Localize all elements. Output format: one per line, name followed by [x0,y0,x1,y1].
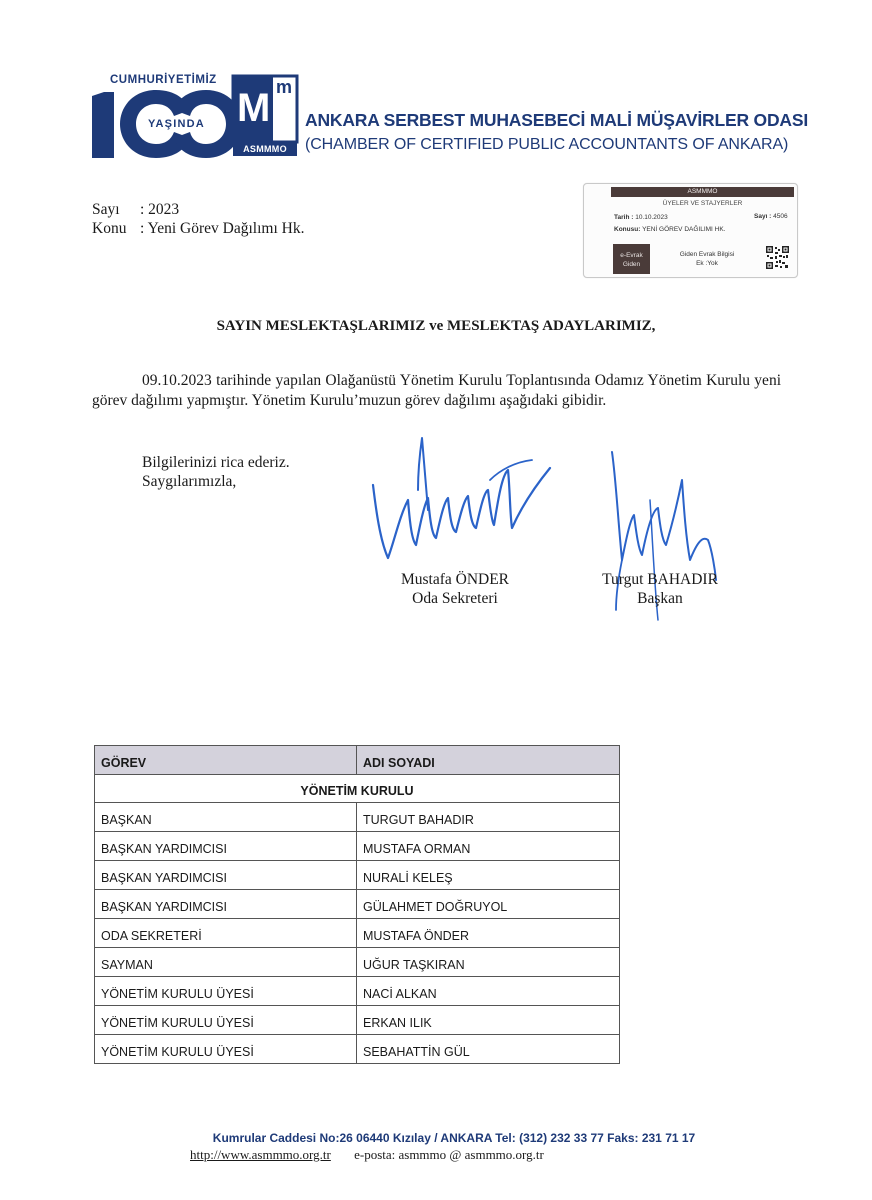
logo-mark-sup: m [276,77,293,97]
footer-address: Kumrular Caddesi No:26 06440 Kızılay / ANKARA Tel: (312) 232 33 77 Faks: 231 71 17 [212,1131,696,1145]
table-row [95,1035,620,1064]
stamp-date-label: Tarih : [614,214,634,221]
logo-badge: ASMMMO [233,143,297,156]
name-cell: GÜLAHMET DOĞRUYOL [357,890,620,919]
stamp-info-line1: Giden Evrak Bilgisi [679,251,735,258]
closing-line-1: Bilgilerinizi rica ederiz. [142,454,290,471]
stamp-subject-label: Konusu: [614,226,641,233]
sayi-line [92,201,179,219]
logo-mark: M [237,86,271,130]
sayi-value: : 2023 [140,201,180,218]
konu-label: Konu [92,220,127,237]
stamp-department: ÜYELER VE STAJYERLER [662,200,743,207]
closing-line-2: Saygılarımızla, [142,473,237,490]
name-cell: TURGUT BAHADIR [357,803,620,832]
table-header-row [95,746,620,775]
table-row [95,890,620,919]
stamp-number-label: Sayı : [754,213,772,220]
qr-code-icon [766,246,789,269]
stamp-e-evrak-box [613,244,650,274]
name-cell: MUSTAFA ORMAN [357,832,620,861]
name-cell: ERKAN ILIK [357,1006,620,1035]
konu-line [92,220,304,238]
stamp-info-line2: Ek :Yok [696,260,718,267]
section-title: YÖNETİM KURULU [95,775,620,803]
e-document-stamp [583,183,798,278]
column-header-name: ADI SOYADI [357,746,620,775]
duty-cell: BAŞKAN YARDIMCISI [95,832,357,861]
footer-contact [190,1147,544,1163]
signer-secretary [385,570,525,608]
stamp-box-line2: Giden [622,261,641,268]
table-row [95,861,620,890]
duty-distribution-table [94,745,620,1064]
signer-title: Başkan [637,590,683,607]
org-name-en: (CHAMBER OF CERTIFIED PUBLIC ACCOUNTANTS OF ANKARA) [305,136,789,153]
table-row [95,948,620,977]
signer-president [585,570,735,608]
name-cell: SEBAHATTİN GÜL [357,1035,620,1064]
stamp-date-row [614,214,668,221]
table-row [95,803,620,832]
email-text: e-posta: asmmmo @ asmmmo.org.tr [354,1147,544,1162]
duty-cell: BAŞKAN YARDIMCISI [95,861,357,890]
logo-tagline: CUMHURİYETİMİZ [110,74,217,86]
duty-cell: BAŞKAN [95,803,357,832]
duty-cell: YÖNETİM KURULU ÜYESİ [95,977,357,1006]
stamp-subject-value: YENİ GÖREV DAĞILIMI HK. [642,226,726,233]
duty-cell: SAYMAN [95,948,357,977]
name-cell: MUSTAFA ÖNDER [357,919,620,948]
table-row [95,832,620,861]
name-cell: NACİ ALKAN [357,977,620,1006]
name-cell: UĞUR TAŞKIRAN [357,948,620,977]
table-section-row [95,775,620,803]
stamp-org: ASMMMO [611,187,794,197]
table-row [95,977,620,1006]
signer-name: Turgut BAHADIR [602,571,718,588]
stamp-info [672,250,742,268]
website-link[interactable]: http://www.asmmmo.org.tr [190,1147,331,1162]
column-header-duty: GÖREV [95,746,357,775]
signer-title: Oda Sekreteri [412,590,498,607]
salutation: SAYIN MESLEKTAŞLARIMIZ ve MESLEKTAŞ ADAYLARIMIZ, [216,318,656,334]
stamp-number-row [754,213,788,220]
table-row [95,1006,620,1035]
name-cell: NURALİ KELEŞ [357,861,620,890]
stamp-subject-row [614,226,726,233]
duty-cell: ODA SEKRETERİ [95,919,357,948]
duty-cell: BAŞKAN YARDIMCISI [95,890,357,919]
org-name: ANKARA SERBEST MUHASEBECİ MALİ MÜŞAVİRLER ODASI [305,110,808,130]
stamp-box-line1: e-Evrak [620,252,643,259]
stamp-date-value: 10.10.2023 [635,214,668,221]
sayi-label: Sayı [92,201,120,218]
duty-cell: YÖNETİM KURULU ÜYESİ [95,1035,357,1064]
table-row [95,919,620,948]
konu-value: : Yeni Görev Dağılımı Hk. [140,220,305,237]
signer-name: Mustafa ÖNDER [400,571,510,588]
logo-yasinda: YAŞINDA [148,118,205,130]
body-paragraph: 09.10.2023 tarihinde yapılan Olağanüstü Yönetim Kurulu Toplantısında Odamız Yönetim Kurulu yeni görev dağılımı yapmıştır. Yönetim Kurulu’muzun görev dağılımı aşağıdaki gibidir. [92,372,781,409]
duty-cell: YÖNETİM KURULU ÜYESİ [95,1006,357,1035]
stamp-number-value: 4506 [773,213,788,220]
